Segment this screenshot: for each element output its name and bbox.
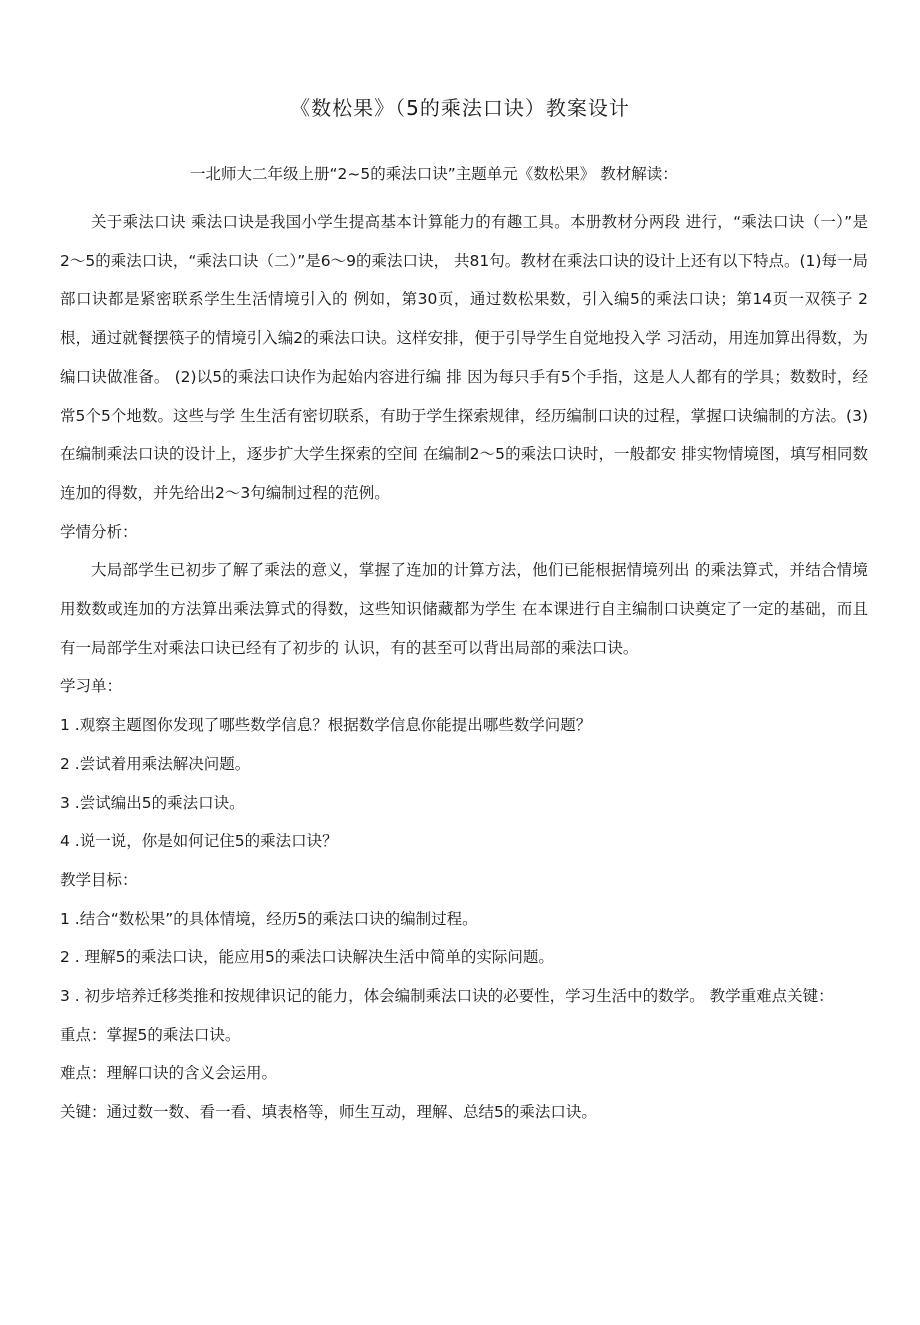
worksheet-item: 2 .尝试着用乘法解决问题。 [60,754,251,773]
analysis-heading: 学情分析： [60,522,138,541]
key-point-key: 关键：通过数一数、看一看、填表格等，师生互动，理解、总结5的乘法口诀。 [60,1103,597,1122]
goal-item: 2 . 理解5的乘法口诀，能应用5的乘法口诀解决生活中简单的实际问题。 [60,948,554,967]
worksheet-item: 1 .观察主题图你发现了哪些数学信息？根据数学信息你能提出哪些数学问题？ [60,716,592,735]
goal-item: 1 .结合“数松果”的具体情境，经历5的乘法口诀的编制过程。 [60,909,478,928]
key-point-difficulty: 难点：理解口诀的含义会运用。 [60,1064,278,1083]
analysis-paragraph: 大局部学生已初步了解了乘法的意义，掌握了连加的计算方法，他们已能根据情境列出 的乘法算式，并结合情境用数数或连加的方法算出乘法算式的得数，这些知识储藏都为学生 在本课进行自主编制口诀奠定了一定的基础，而且有一局部学生对乘法口诀已经有了初步的 认识，有的甚至可以背出局部的乘法口诀。 [60,561,868,657]
worksheet-heading: 学习单： [60,677,123,696]
worksheet-item: 3 .尝试编出5的乘法口诀。 [60,793,245,812]
intro-paragraph: 关于乘法口诀 乘法口诀是我国小学生提高基本计算能力的有趣工具。本册教材分两段 进行，“乘法口诀（一）”是2〜5的乘法口诀，“乘法口诀（二）”是6〜9的乘法口诀， 共81句。教材在乘法口诀的设计上还有以下特点。(1)每一局部口诀都是紧密联系学生生活情境引入的 例如，第30页，通过数松果数，引入编5的乘法口诀；第14页一双筷子 2根，通过就餐摆筷子的情境引入编2的乘法口诀。这样安排，便于引导学生自觉地投入学 习活动，用连加算出得数，为编口诀做准备。 (2)以5的乘法口诀作为起始内容进行编 排 因为每只手有5个手指，这是人人都有的学具；数数时，经常5个5个地数。这些与学 生生活有密切联系，有助于学生探索规律，经历编制口诀的过程，掌握口诀编制的方法。(3) 在编制乘法口诀的设计上，逐步扩大学生探索的空间 在编制2〜5的乘法口诀时，一般都安 排实物情境图，填写相同数连加的得数，并先给出2〜3句编制过程的范例。 [60,213,868,502]
goal-item: 3 . 初步培养迁移类推和按规律识记的能力，体会编制乘法口诀的必要性，学习生活中的数学。 教学重难点关键： [60,987,834,1006]
document-title: 《数松果》（5的乘法口诀）教案设计 [290,96,630,120]
goals-heading: 教学目标： [60,870,138,889]
document-subtitle: 一北师大二年级上册“2~5的乘法口诀”主题单元《数松果》 教材解读： [190,165,678,183]
worksheet-item: 4 .说一说，你是如何记住5的乘法口诀？ [60,832,338,851]
document-body [60,203,868,1132]
key-point-focus: 重点：掌握5的乘法口诀。 [60,1025,241,1044]
